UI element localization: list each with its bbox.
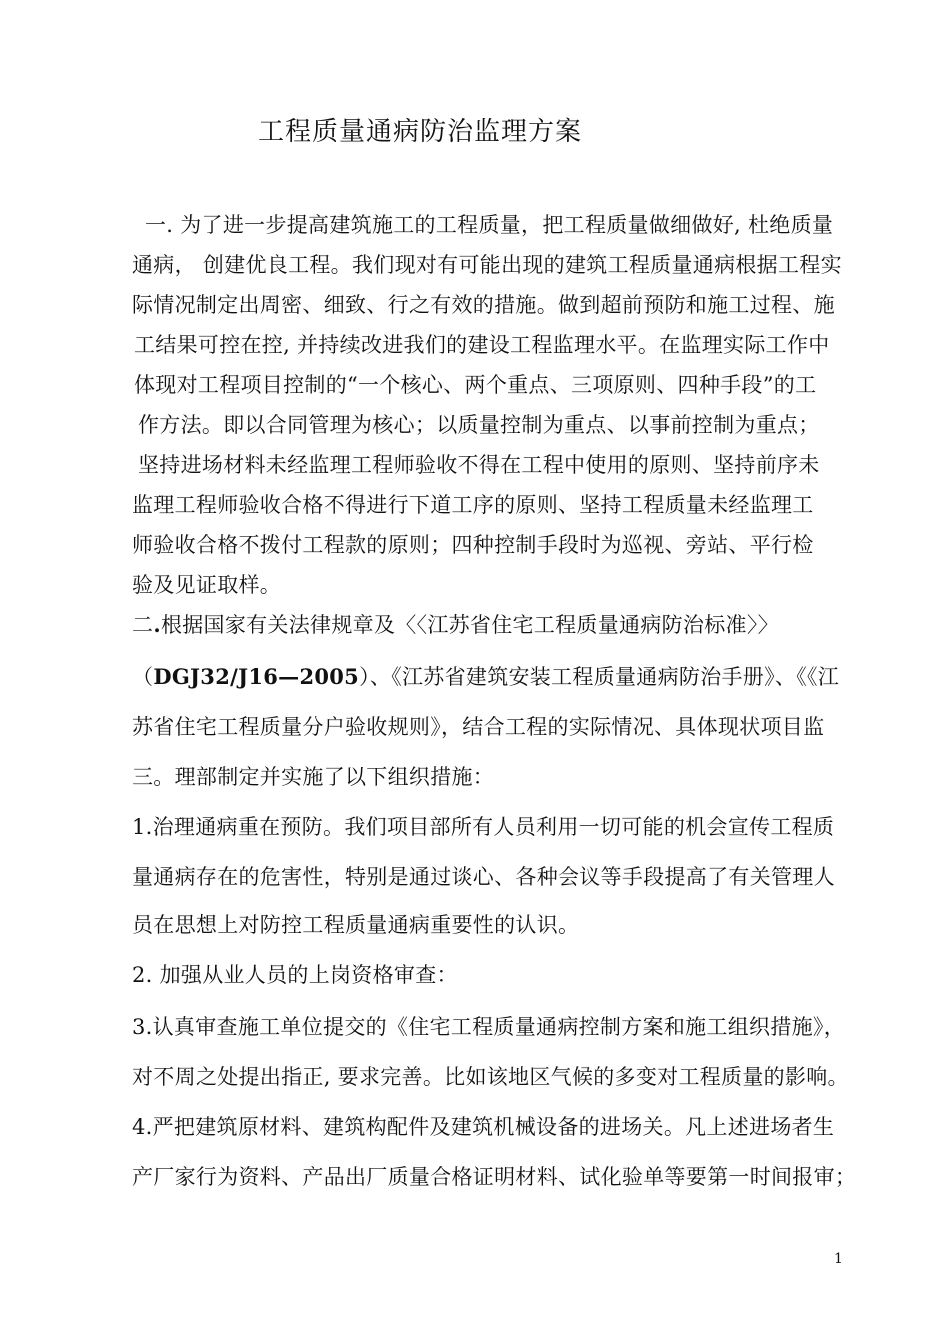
paragraph-1-line-7: 坚持进场材料未经监理工程师验收不得在工程中使用的原则、坚持前序未 <box>138 453 820 477</box>
item-3-line-1: 3.认真审查施工单位提交的《住宅工程质量通病控制方案和施工组织措施》， <box>132 1015 846 1039</box>
paragraph-1-line-4: 工结果可控在控, 并持续改进我们的建设工程监理水平。在监理实际工作中 <box>134 333 830 357</box>
paragraph-1-line-8: 监理工程师验收合格不得进行下道工序的原则、坚持工程质量未经监理工 <box>132 493 814 517</box>
section-number-two: 二 <box>132 613 154 637</box>
paragraph-2-line-1-text: 根据国家有关法律规章及〈〈江苏省住宅工程质量通病防治标准〉〉 <box>160 613 779 637</box>
item-4-line-1: 4.严把建筑原材料、建筑构配件及建筑机械设备的进场关。凡上述进场者生 <box>132 1115 835 1139</box>
paragraph-1-line-1: 一. 为了进一步提高建筑施工的工程质量，把工程质量做细做好, 杜绝质量 <box>145 213 834 237</box>
document-title: 工程质量通病防治监理方案 <box>258 117 583 147</box>
standard-code-open: （ <box>132 665 154 689</box>
page-number: 1 <box>834 1251 843 1267</box>
paragraph-1-line-9: 师验收合格不拨付工程款的原则；四种控制手段时为巡视、旁站、平行检 <box>132 533 814 557</box>
paragraph-2-line-2-text: ）、《江苏省建筑安装工程质量通病防治手册》、《《江 <box>359 665 840 689</box>
item-3-line-2: 对不周之处提出指正, 要求完善。比如该地区气候的多变对工程质量的影响。 <box>132 1065 849 1089</box>
section-number-dot: . <box>153 612 161 637</box>
standard-code: DGJ32/J16—2005 <box>153 664 360 689</box>
item-2: 2. 加强从业人员的上岗资格审查： <box>132 963 458 987</box>
paragraph-2-line-3: 苏省住宅工程质量分户验收规则》，结合工程的实际情况、具体现状项目监 <box>132 715 825 739</box>
item-4-line-2: 产厂家行为资料、产品出厂质量合格证明材料、试化验单等要第一时间报审； <box>132 1165 857 1189</box>
paragraph-1-line-10: 验及见证取样。 <box>132 573 282 597</box>
item-1-line-2: 量通病存在的危害性，特别是通过谈心、各种会议等手段提高了有关管理人 <box>132 865 835 889</box>
paragraph-1-line-6: 作方法。即以合同管理为核心；以质量控制为重点、以事前控制为重点； <box>138 413 820 437</box>
paragraph-1-line-2: 通病， 创建优良工程。我们现对有可能出现的建筑工程质量通病根据工程实 <box>132 253 842 277</box>
paragraph-2-line-2 <box>132 662 839 692</box>
item-1-line-1: 1.治理通病重在预防。我们项目部所有人员利用一切可能的机会宣传工程质 <box>132 815 835 839</box>
item-1-line-3: 员在思想上对防控工程质量通病重要性的认识。 <box>132 913 580 937</box>
paragraph-2-line-1 <box>132 610 779 640</box>
paragraph-1-line-5: 体现对工程项目控制的“一个核心、两个重点、三项原则、四种手段”的工 <box>134 373 817 397</box>
paragraph-2-line-4: 三。理部制定并实施了以下组织措施： <box>132 765 495 789</box>
paragraph-1-line-3: 际情况制定出周密、细致、行之有效的措施。做到超前预防和施工过程、施 <box>132 293 835 317</box>
